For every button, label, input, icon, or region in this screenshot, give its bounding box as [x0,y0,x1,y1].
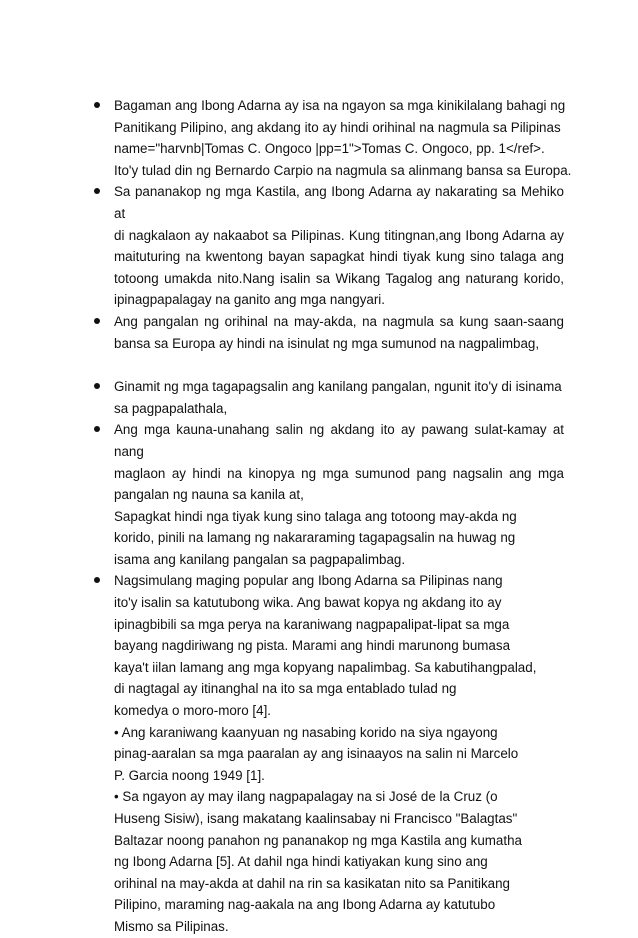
bullet-icon [94,577,100,583]
text-line: ipinagbibili sa mga perya na karaniwang nagpapalipat-lipat sa mga [114,616,510,632]
text-line: Huseng Sisiw), isang makatang kaalinsabay ni Francisco "Balagtas" [114,811,518,826]
list-item [94,419,564,570]
text-line: korido, pinili na lamang ng nakararaming tagapagsalin na huwag ng [114,530,516,546]
text-line: Sa pananakop ng mga Kastila, ang Ibong Adarna ay nakarating sa Mehiko at [114,184,564,221]
text-line: sa pagpapalathala, [114,400,228,416]
text-line: Ang mga kauna-unahang salin ng akdang ito ay pawang sulat-kamay at nang [114,422,564,459]
text-line: komedya o moro-moro [4]. [114,703,272,719]
text-line: Baltazar noong panahon ng pananakop ng mga Kastila ang kumatha [114,832,522,848]
text-line: • Sa ngayon ay may ilang nagpapalagay na si José de la Cruz (o [114,789,498,805]
document-body [94,95,572,938]
list-item [94,376,564,419]
text-line: ito'y isalin sa katutubong wika. Ang bawat kopya ng akdang ito ay [114,595,502,611]
text-line: Panitikang Pilipino, ang akdang ito ay hindi orihinal na nagmula sa Pilipinas [114,119,561,135]
list-item [94,570,564,937]
bullet-icon [94,102,100,108]
text-line: pinag-aaralan sa mga paaralan ay ang isinaayos na salin ni Marcelo [114,746,519,762]
text-line: maituturing na kwentong bayan sapagkat hindi tiyak kung sino talaga ang [114,249,564,265]
text-line: di nagtagal ay itinanghal na ito sa mga entablado tulad ng [114,681,457,697]
list-item [94,95,572,181]
text-line: ng Ibong Adarna [5]. At dahil nga hindi katiyakan kung sino ang [114,854,488,870]
list-item [94,181,564,311]
text-line: Nagsimulang maging popular ang Ibong Adarna sa Pilipinas nang [114,573,503,589]
text-line: Bagaman ang Ibong Adarna ay isa na ngayon sa mga kinikilalang bahagi ng [114,98,566,113]
text-line: Mismo sa Pilipinas. [114,918,229,934]
text-line: bansa sa Europa ay hindi na isinulat ng mga sumunod na nagpalimbag, [114,335,540,351]
text-line: • Ang karaniwang kaanyuan ng nasabing korido na siya ngayong [114,724,498,740]
list-item [94,311,564,354]
bullet-icon [94,383,100,389]
text-line: name="harvnb|Tomas C. Ongoco |pp=1">Tomas C. Ongoco, pp. 1</ref>. [114,141,545,157]
text-line: Ang pangalan ng orihinal na may-akda, na nagmula sa kung saan-saang [114,313,564,329]
text-line: Ginamit ng mga tagapagsalin ang kanilang pangalan, ngunit ito'y di isinama [114,379,562,395]
text-line: pangalan ng nauna sa kanila at, [114,487,304,503]
text-line: orihinal na may-akda at dahil na rin sa kasikatan nito sa Panitikang [114,875,510,891]
text-line: bayang nagdiriwang ng pista. Marami ang hindi marunong bumasa [114,638,511,654]
bullet-icon [94,318,100,324]
text-line: di nagkalaon ay nakaabot sa Pilipinas. Kung titingnan,ang Ibong Adarna ay [114,227,564,243]
text-line: Ito'y tulad din ng Bernardo Carpio na nagmula sa alinmang bansa sa Europa. [114,162,572,178]
text-line: ipinagpapalagay na ganito ang mga nangyari. [114,292,385,308]
text-line: Pilipino, maraming nag-aakala na ang Ibong Adarna ay katutubo [114,897,496,913]
text-line: kaya't iilan lamang ang mga kopyang napalimbag. Sa kabutihangpalad, [114,659,537,675]
text-line: isama ang kanilang pangalan sa pagpapalimbag. [114,551,406,567]
bullet-icon [94,188,100,194]
text-line: P. Garcia noong 1949 [1]. [114,767,265,783]
text-line: Sapagkat hindi nga tiyak kung sino talaga ang totoong may-akda ng [114,508,517,524]
text-line: totoong umakda nito.Nang isalin sa Wikang Tagalog ang naturang korido, [114,270,564,286]
text-line: maglaon ay hindi na kinopya ng mga sumunod pang nagsalin ang mga [114,465,564,481]
bullet-icon [94,426,100,432]
